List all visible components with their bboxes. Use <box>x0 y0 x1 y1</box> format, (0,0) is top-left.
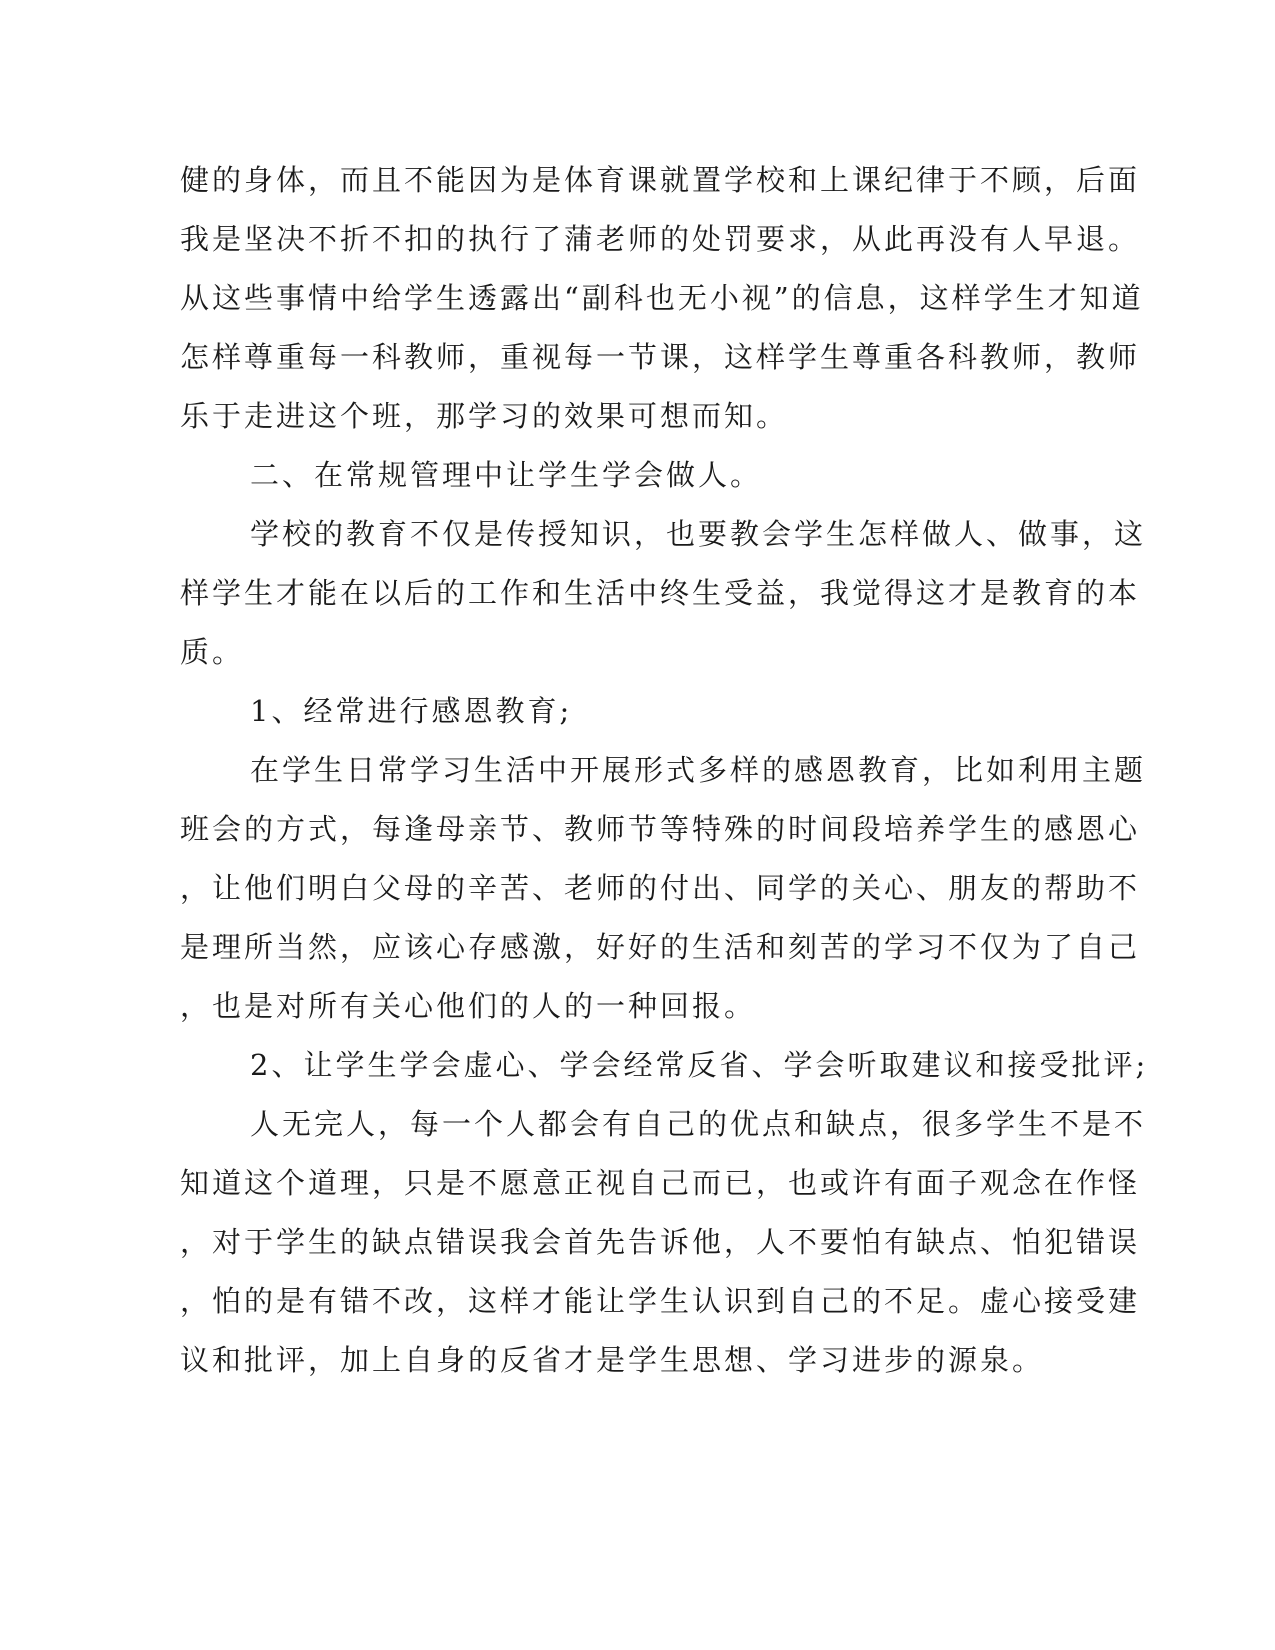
subsection-heading: 1、经常进行感恩教育; <box>250 694 573 728</box>
paragraph-line: 质。 <box>180 635 245 669</box>
paragraph-line: 乐于走进这个班，那学习的效果可想而知。 <box>180 399 789 433</box>
paragraph-line: ，也是对所有关心他们的人的一种回报。 <box>180 989 757 1023</box>
section-heading: 二、在常规管理中让学生学会做人。 <box>250 458 763 492</box>
paragraph-line: 是理所当然，应该心存感激，好好的生活和刻苦的学习不仅为了自己 <box>180 930 1141 964</box>
paragraph-line: 知道这个道理，只是不愿意正视自己而已，也或许有面子观念在作怪 <box>180 1166 1141 1200</box>
paragraph-line: 在学生日常学习生活中开展形式多样的感恩教育，比如利用主题 <box>250 753 1147 787</box>
paragraph-line: 健的身体，而且不能因为是体育课就置学校和上课纪律于不顾，后面 <box>180 163 1141 197</box>
subsection-heading: 2、让学生学会虚心、学会经常反省、学会听取建议和接受批评; <box>250 1048 1149 1082</box>
paragraph-line: ，对于学生的缺点错误我会首先告诉他，人不要怕有缺点、怕犯错误 <box>180 1225 1141 1259</box>
paragraph-line: 怎样尊重每一科教师，重视每一节课，这样学生尊重各科教师，教师 <box>180 340 1141 374</box>
paragraph-line: 班会的方式，每逢母亲节、教师节等特殊的时间段培养学生的感恩心 <box>180 812 1141 846</box>
paragraph-line: ，怕的是有错不改，这样才能让学生认识到自己的不足。虚心接受建 <box>180 1284 1141 1318</box>
paragraph-line: 议和批评，加上自身的反省才是学生思想、学习进步的源泉。 <box>180 1343 1045 1377</box>
paragraph-line: 从这些事情中给学生透露出“副科也无小视”的信息，这样学生才知道 <box>180 281 1144 315</box>
paragraph-line: 人无完人，每一个人都会有自己的优点和缺点，很多学生不是不 <box>250 1107 1147 1141</box>
paragraph-line: 样学生才能在以后的工作和生活中终生受益，我觉得这才是教育的本 <box>180 576 1141 610</box>
paragraph-line: 我是坚决不折不扣的执行了蒲老师的处罚要求，从此再没有人早退。 <box>180 222 1141 256</box>
paragraph-line: 学校的教育不仅是传授知识，也要教会学生怎样做人、做事，这 <box>250 517 1147 551</box>
paragraph-line: ，让他们明白父母的辛苦、老师的付出、同学的关心、朋友的帮助不 <box>180 871 1141 905</box>
